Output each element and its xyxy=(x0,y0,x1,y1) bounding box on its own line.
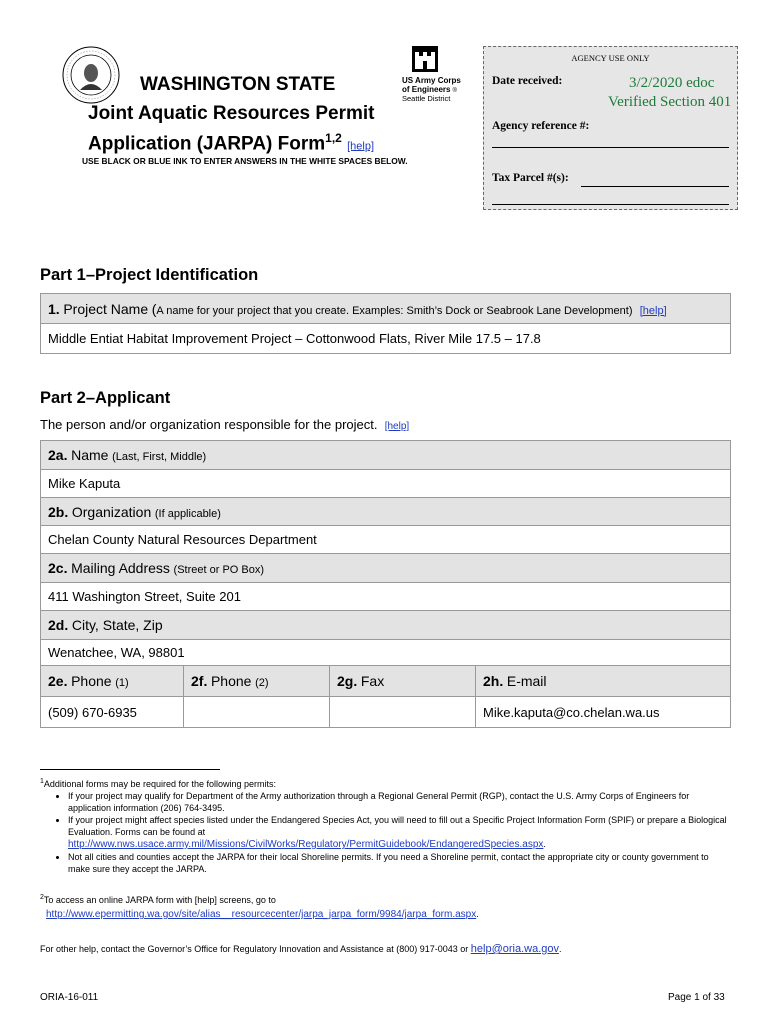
project-name-label: 1. Project Name (A name for your project that you create. Examples: Smith’s Dock or Seabrook Lane Development) [help] xyxy=(41,294,731,324)
city-state-zip-field[interactable]: Wenatchee, WA, 98801 xyxy=(41,640,731,666)
state-title: WASHINGTON STATE xyxy=(140,74,336,95)
footnote-divider xyxy=(40,769,220,770)
other-help-note: For other help, contact the Governor’s Office for Regulatory Innovation and Assistance at (800) 917-0043 or help@oria.wa.gov. xyxy=(40,943,562,955)
washington-state-seal xyxy=(62,46,120,104)
help-link[interactable]: [help] xyxy=(384,421,410,432)
email-label: 2h. E-mail xyxy=(476,666,731,697)
footnote-1-bullet-esa: • If your project might affect species listed under the Endangered Species Act, you will need to fill out a Specific Project Information Form (SPIF) or prepare a Biological Evaluation. Forms can be found at http://www.nws.usace.army.mil/Missions/CivilWorks/Regulatory/PermitGuidebook/EndangeredSpecies.aspx. xyxy=(68,814,730,851)
project-name-field[interactable]: Middle Entiat Habitat Improvement Project – Cottonwood Flats, River Mile 17.5 – 17.8 xyxy=(41,324,731,354)
mailing-address-field[interactable]: 411 Washington Street, Suite 201 xyxy=(41,583,731,611)
form-title xyxy=(88,102,374,158)
date-received-value[interactable]: 3/2/2020 edoc xyxy=(629,75,715,91)
agency-reference-field[interactable] xyxy=(492,147,729,148)
name-label: 2a. Name (Last, First, Middle) xyxy=(41,441,731,470)
footnote-ref: 1,2 xyxy=(325,131,342,145)
applicant-table xyxy=(40,440,731,666)
email-field[interactable]: Mike.kaputa@co.chelan.wa.us xyxy=(476,697,731,728)
project-name-table xyxy=(40,293,731,354)
fax-field[interactable] xyxy=(330,697,476,728)
ink-instruction: USE BLACK OR BLUE INK TO ENTER ANSWERS IN THE WHITE SPACES BELOW. xyxy=(82,156,408,166)
fax-label: 2g. Fax xyxy=(330,666,476,697)
page-number: Page 1 of 33 xyxy=(668,992,725,1003)
online-jarpa-link[interactable]: http://www.epermitting.wa.gov/site/alias__resourcecenter/jarpa_jarpa_form/9984/jarpa_form.aspx xyxy=(46,909,477,920)
help-link[interactable]: [help] xyxy=(639,304,667,317)
oria-email-link[interactable]: help@oria.wa.gov xyxy=(470,943,559,955)
verified-note: Verified Section 401 xyxy=(608,94,732,110)
footnote-1-bullet-rgp: • If your project may qualify for Department of the Army authorization through a Regional General Permit (RGP), contact the U.S. Army Corps of Engineers for application information (206) 764-3495. xyxy=(68,790,730,814)
tax-parcel-field[interactable] xyxy=(581,186,729,187)
form-code: ORIA-16-011 xyxy=(40,992,99,1003)
footnote-2: $^2$To access an online JARPA form with [help] screens, go to http://www.epermitting.wa.gov/site/alias__resourcecenter/jarpa_jarpa_form/9984/jarpa_form.aspx. xyxy=(40,894,479,920)
part2-intro: The person and/or organization responsible for the project. [help] xyxy=(40,417,410,432)
contact-table xyxy=(40,665,731,728)
phone2-label: 2f. Phone (2) xyxy=(184,666,330,697)
agency-use-box xyxy=(483,46,738,210)
phone2-field[interactable] xyxy=(184,697,330,728)
city-state-zip-label: 2d. City, State, Zip xyxy=(41,611,731,640)
part1-heading: Part 1–Project Identification xyxy=(40,266,259,284)
footnote-1-bullet-shoreline: • Not all cities and counties accept the JARPA for their local Shoreline permits. If you need a Shoreline permit, contact the appropriate city or county government to make sure they accept the JARPA. xyxy=(68,851,730,875)
agency-reference-label: Agency reference #: xyxy=(492,120,590,132)
mailing-address-label: 2c. Mailing Address (Street or PO Box) xyxy=(41,554,731,583)
date-received-label: Date received: xyxy=(492,75,563,87)
usace-castle-icon xyxy=(412,46,438,72)
part2-heading: Part 2–Applicant xyxy=(40,389,171,407)
organization-field[interactable]: Chelan County Natural Resources Department xyxy=(41,526,731,554)
phone1-field[interactable]: (509) 670-6935 xyxy=(41,697,184,728)
usace-label: US Army Corps of Engineers ® Seattle District xyxy=(402,76,461,103)
esa-forms-link[interactable]: http://www.nws.usace.army.mil/Missions/CivilWorks/Regulatory/PermitGuidebook/EndangeredSpecies.aspx xyxy=(68,839,544,850)
name-field[interactable]: Mike Kaputa xyxy=(41,470,731,498)
footnote-1: $^1$Additional forms may be required for the following permits: • If your project may qualify for Department of the Army authorization through a Regional General Permit (RGP), contact the U.S. Army Corps of Engineers for application information (206) 764-3495. • If your project might affect species listed under the Endangered Species Act, you will need to fill out a Specific Project Information Form (SPIF) or prepare a Biological Evaluation. Forms can be found at http://www.nws.usace.army.mil/Missions/CivilWorks/Regulatory/PermitGuidebook/EndangeredSpecies.aspx. • Not all cities and counties accept the JARPA for their local Shoreline permits. If you need a Shoreline permit, contact the appropriate city or county government to make sure they accept the JARPA. xyxy=(40,776,730,875)
agency-use-heading: AGENCY USE ONLY xyxy=(571,53,650,63)
form-title-line1: Joint Aquatic Resources Permit xyxy=(88,103,375,124)
phone1-label: 2e. Phone (1) xyxy=(41,666,184,697)
organization-label: 2b. Organization (If applicable) xyxy=(41,498,731,526)
help-link[interactable]: [help] xyxy=(347,140,375,153)
form-title-line2: Application (JARPA) Form$^{1,2}$ [help] xyxy=(88,131,375,155)
tax-parcel-field-2[interactable] xyxy=(492,204,729,205)
tax-parcel-label: Tax Parcel #(s): xyxy=(492,172,569,184)
